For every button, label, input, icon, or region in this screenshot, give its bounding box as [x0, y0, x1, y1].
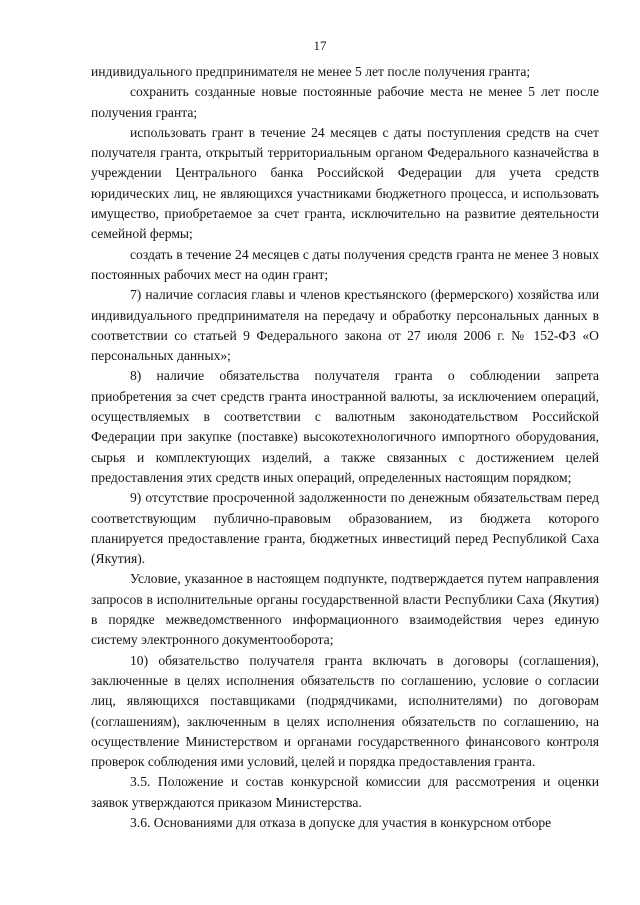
paragraph-item-7: 7) наличие согласия главы и членов крестьянского (фермерского) хозяйства или индивидуального предпринимателя на передачу и обработку персональных данных в соответствии со статьей 9 Федерального закона от 27 июля 2006 г. № 152-ФЗ «О персональных данных»;: [91, 287, 599, 364]
paragraph-create-jobs: создать в течение 24 месяцев с даты получения средств гранта не менее 3 новых постоянных рабочих мест на один грант;: [91, 246, 599, 282]
paragraph-keep-jobs: сохранить созданные новые постоянные рабочие места не менее 5 лет после получения гранта;: [91, 84, 599, 120]
document-body: [91, 62, 599, 833]
paragraph-continuation: индивидуального предпринимателя не менее 5 лет после получения гранта;: [91, 64, 531, 79]
paragraph-use-grant: использовать грант в течение 24 месяцев с даты поступления средств на счет получателя гранта, открытый территориальным органом Федерального казначейства в учреждении Центрального банка Российской Федерации для учета средств юридических лиц, не являющихся участниками бюджетного процесса, и использовать имущество, приобретаемое за счет гранта, исключительно на развитие деятельности семейной фермы;: [91, 124, 599, 242]
page-number: 17: [313, 38, 327, 53]
paragraph-item-9: 9) отсутствие просроченной задолженности по денежным обязательствам перед соответствующим публично-правовым образованием, из бюджета которого планируется предоставление гранта, бюджетных инвестиций перед Республикой Саха (Якутия).: [91, 490, 599, 567]
paragraph-condition: Условие, указанное в настоящем подпункте, подтверждается путем направления запросов в исполнительные органы государственной власти Республики Саха (Якутия) в порядке межведомственного информационного взаимодействия через единую систему электронного документооборота;: [91, 571, 599, 648]
paragraph-item-10: 10) обязательство получателя гранта включать в договоры (соглашения), заключенные в целях исполнения обязательств по соглашению, условие о согласии лиц, являющихся поставщиками (подрядчиками, исполнителями) по договорам (соглашениям), заключенным в целях исполнения обязательств по соглашению, на осуществление Министерством и органами государственного финансового контроля проверок соблюдения ими условий, целей и порядка предоставления гранта.: [91, 652, 599, 770]
paragraph-section-3-6: 3.6. Основаниями для отказа в допуске для участия в конкурсном отборе: [130, 814, 552, 830]
paragraph-item-8: 8) наличие обязательства получателя гранта о соблюдении запрета приобретения за счет средств гранта иностранной валюты, за исключением операций, осуществляемых в соответствии с валютным законодательством Российской Федерации при закупке (поставке) высокотехнологичного импортного оборудования, сырья и комплектующих изделий, а также связанных с достижением целей предоставления этих средств иных операций, определенных настоящим порядком;: [91, 368, 599, 485]
paragraph-section-3-5: 3.5. Положение и состав конкурсной комиссии для рассмотрения и оценки заявок утверждаются приказом Министерства.: [91, 774, 599, 810]
